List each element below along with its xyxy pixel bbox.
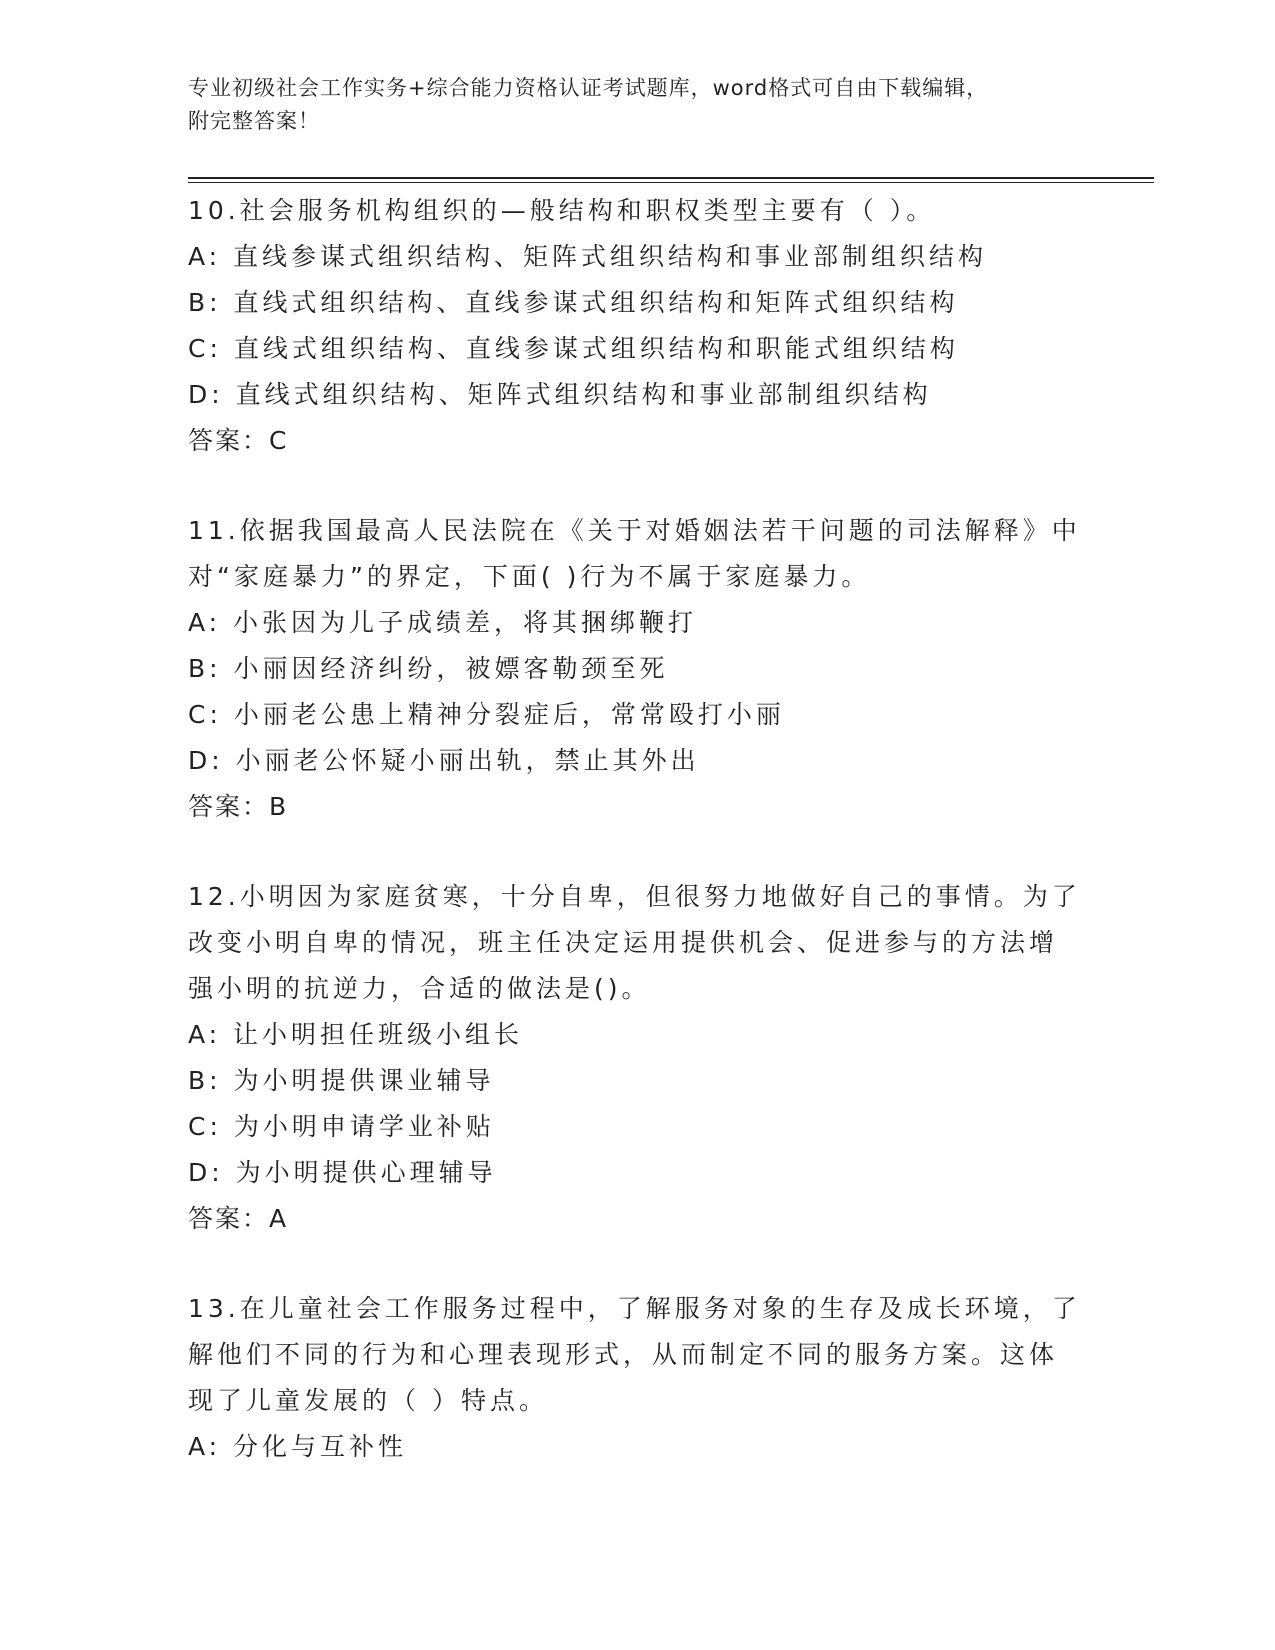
document-header <box>188 72 1088 138</box>
option-d: D: 直线式组织结构、矩阵式组织结构和事业部制组织结构 <box>188 380 932 409</box>
question-stem <box>188 874 1088 1012</box>
option-b: B: 直线式组织结构、直线参谋式组织结构和矩阵式组织结构 <box>188 288 959 317</box>
option-d: D: 小丽老公怀疑小丽出轨，禁止其外出 <box>188 746 700 775</box>
option-c: C: 为小明申请学业补贴 <box>188 1112 495 1141</box>
question-stem-line: 强小明的抗逆力，合适的做法是()。 <box>188 974 651 1003</box>
question-13 <box>188 1286 1088 1470</box>
header-divider-thick <box>188 177 1154 179</box>
question-stem <box>188 1286 1088 1424</box>
header-line-2: 附完整答案！ <box>188 109 320 133</box>
question-list <box>188 188 1088 1514</box>
option-a: A: 让小明担任班级小组长 <box>188 1020 524 1049</box>
question-stem <box>188 188 1088 234</box>
header-line-1: 专业初级社会工作实务+综合能力资格认证考试题库，word格式可自由下载编辑， <box>188 76 989 100</box>
question-stem-line: 对“家庭暴力”的界定，下面( )行为不属于家庭暴力。 <box>188 562 871 591</box>
option-b: B: 为小明提供课业辅导 <box>188 1066 495 1095</box>
option-a: A: 直线参谋式组织结构、矩阵式组织结构和事业部制组织结构 <box>188 242 988 271</box>
option-a: A: 分化与互补性 <box>188 1432 408 1461</box>
question-stem-line: 13.在儿童社会工作服务过程中，了解服务对象的生存及成长环境，了 <box>188 1294 1081 1323</box>
question-stem-line: 现了儿童发展的（ ）特点。 <box>188 1386 548 1415</box>
answer-line: 答案：A <box>188 1204 289 1233</box>
answer-line: 答案：B <box>188 792 289 821</box>
question-stem-line: 12.小明因为家庭贫寒，十分自卑，但很努力地做好自己的事情。为了 <box>188 882 1081 911</box>
header-divider-thin <box>188 182 1154 183</box>
question-12 <box>188 874 1088 1242</box>
question-stem-line: 10.社会服务机构组织的—般结构和职权类型主要有（ ）。 <box>188 196 936 225</box>
question-stem-line: 解他们不同的行为和心理表现形式，从而制定不同的服务方案。这体 <box>188 1340 1059 1369</box>
option-a: A: 小张因为儿子成绩差，将其捆绑鞭打 <box>188 608 698 637</box>
option-c: C: 直线式组织结构、直线参谋式组织结构和职能式组织结构 <box>188 334 959 363</box>
option-d: D: 为小明提供心理辅导 <box>188 1158 497 1187</box>
question-10 <box>188 188 1088 464</box>
question-stem-line: 改变小明自卑的情况，班主任决定运用提供机会、促进参与的方法增 <box>188 928 1059 957</box>
option-b: B: 小丽因经济纠纷，被嫖客勒颈至死 <box>188 654 669 683</box>
question-stem <box>188 508 1088 600</box>
question-11 <box>188 508 1088 830</box>
question-stem-line: 11.依据我国最高人民法院在《关于对婚姻法若干问题的司法解释》中 <box>188 516 1081 545</box>
option-c: C: 小丽老公患上精神分裂症后，常常殴打小丽 <box>188 700 785 729</box>
answer-line: 答案：C <box>188 426 289 455</box>
